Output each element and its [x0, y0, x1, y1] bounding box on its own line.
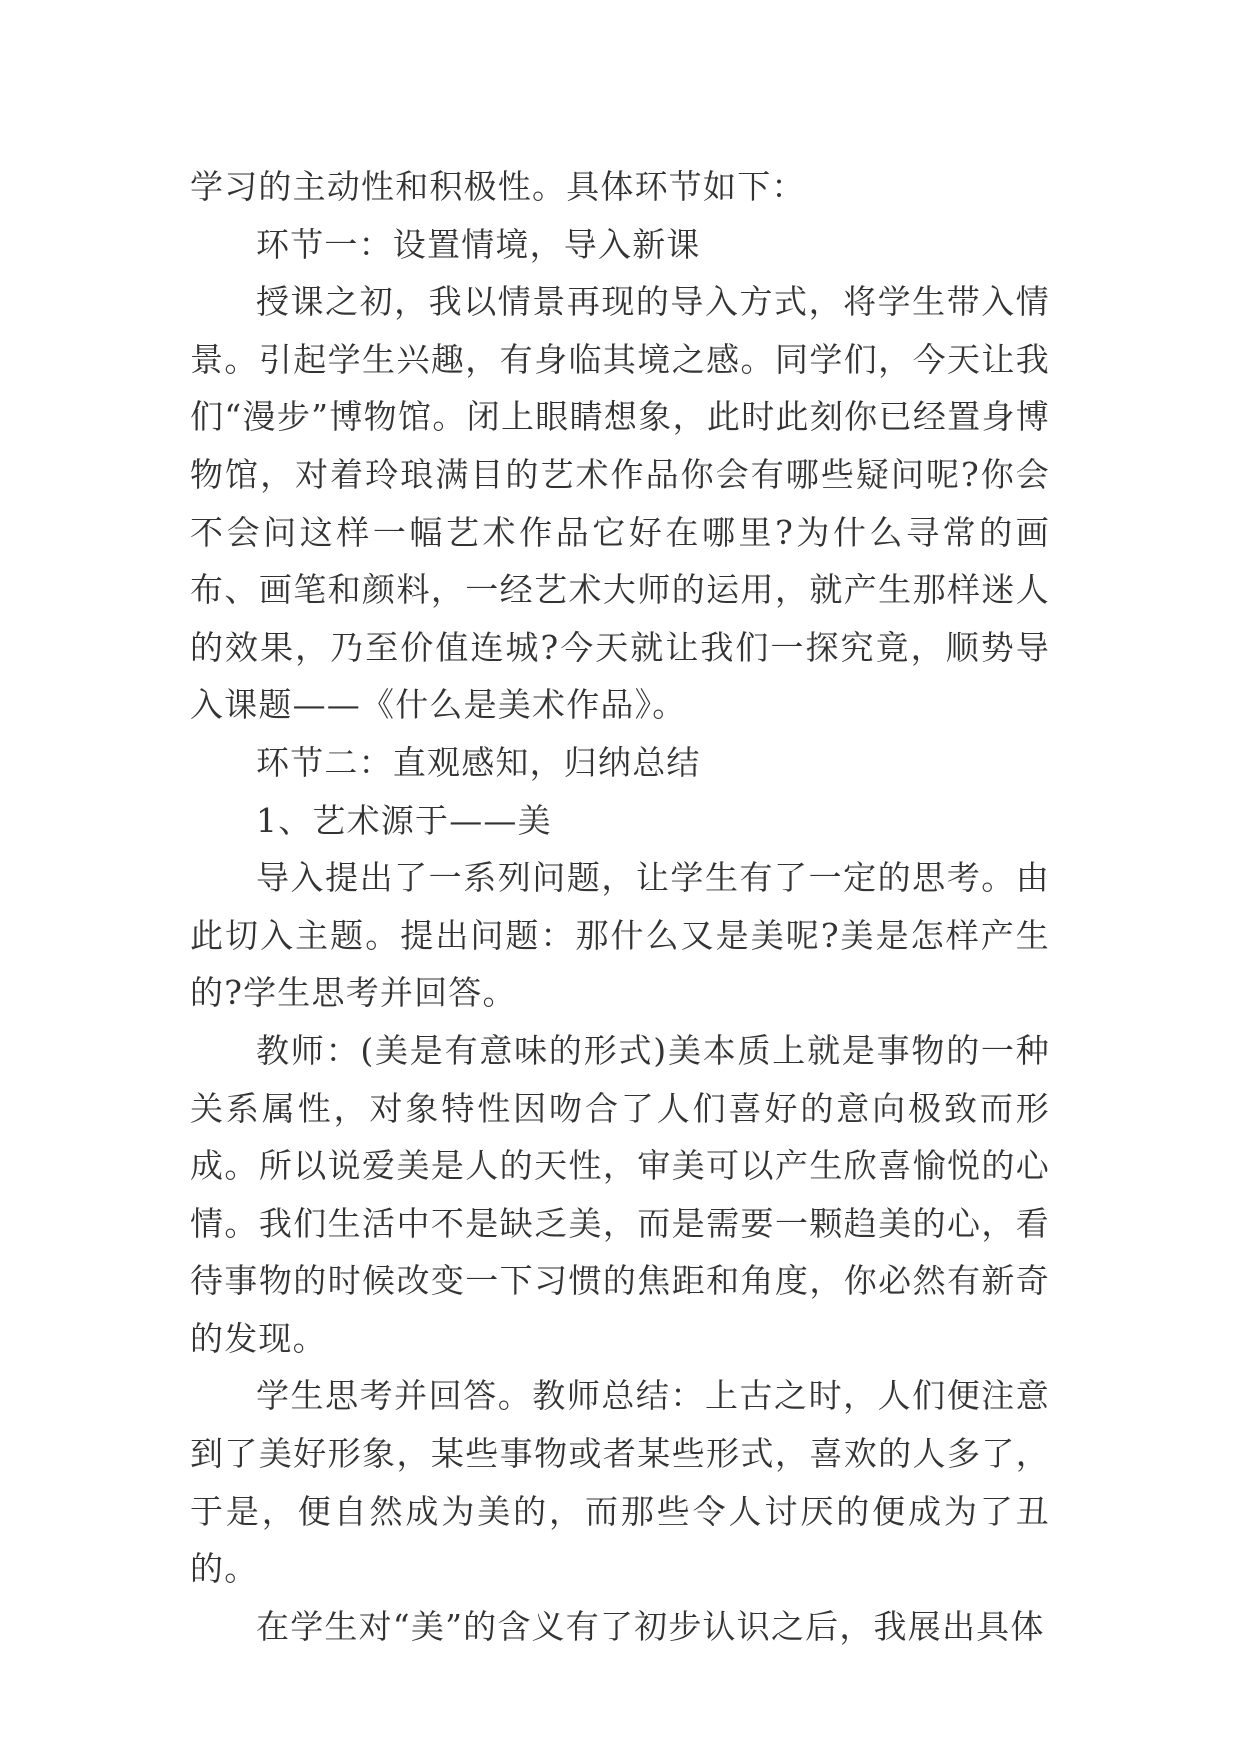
subsection-heading: 1、艺术源于——美: [256, 800, 552, 840]
section-heading-2: 环节二：直观感知，归纳总结: [256, 742, 701, 782]
section-heading-1: 环节一：设置情境，导入新课: [256, 224, 701, 264]
paragraph-continuation: 学习的主动性和积极性。具体环节如下：: [190, 167, 806, 206]
paragraph: 学生思考并回答。教师总结：上古之时，人们便注意到了美好形象，某些事物或者某些形式，喜欢的人多了，于是，便自然成为美的，而那些令人讨厌的便成为了丑的。: [190, 1376, 1050, 1589]
document-body: [190, 158, 1050, 1655]
paragraph: 在学生对“美”的含义有了初步认识之后，我展出具体: [256, 1606, 1045, 1646]
paragraph: 教师：(美是有意味的形式)美本质上就是事物的一种关系属性，对象特性因吻合了人们喜好的意向极致而形成。所以说爱美是人的天性，审美可以产生欣喜愉悦的心情。我们生活中不是缺乏美，而是需要一颗趋美的心，看待事物的时候改变一下习惯的焦距和角度，你必然有新奇的发现。: [190, 1030, 1050, 1358]
paragraph: 授课之初，我以情景再现的导入方式，将学生带入情景。引起学生兴趣，有身临其境之感。同学们，今天让我们“漫步”博物馆。闭上眼睛想象，此时此刻你已经置身博物馆，对着玲琅满目的艺术作品你会有哪些疑问呢?你会不会问这样一幅艺术作品它好在哪里?为什么寻常的画布、画笔和颜料，一经艺术大师的运用，就产生那样迷人的效果，乃至价值连城?今天就让我们一探究竟，顺势导入课题——《什么是美术作品》。: [190, 282, 1050, 725]
paragraph: 导入提出了一系列问题，让学生有了一定的思考。由此切入主题。提出问题：那什么又是美呢?美是怎样产生的?学生思考并回答。: [190, 858, 1050, 1013]
